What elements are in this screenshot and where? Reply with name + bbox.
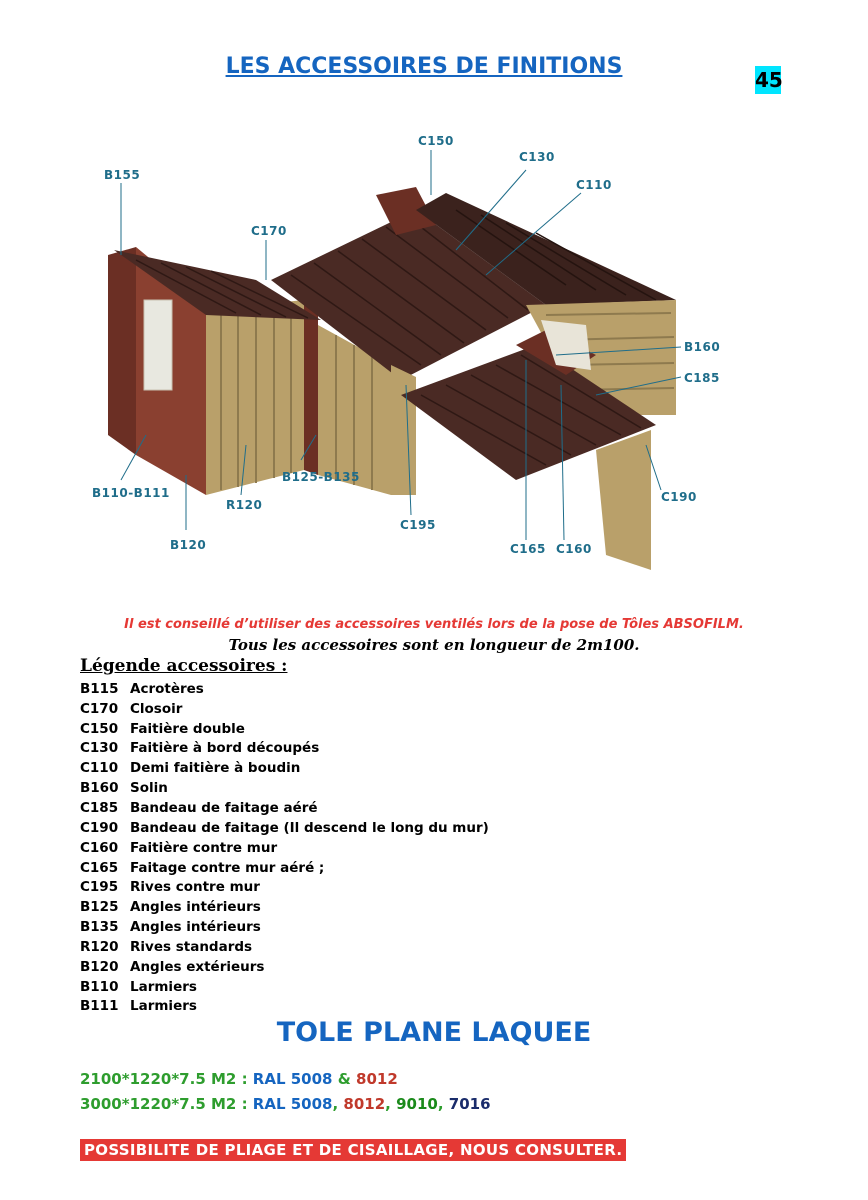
legend-item: B120 Angles extérieurs xyxy=(80,958,265,975)
callout-c150: C150 xyxy=(418,134,454,148)
legend-item: B160 Solin xyxy=(80,780,168,797)
legend-item: B110 Larmiers xyxy=(80,978,197,995)
legend-item: R120 Rives standards xyxy=(80,938,253,955)
legend-item: B135 Angles intérieurs xyxy=(80,919,261,936)
legend-title: Légende accessoires : xyxy=(80,656,288,676)
tole-plane-title: TOLE PLANE LAQUEE xyxy=(276,1017,592,1048)
callout-c130: C130 xyxy=(519,150,555,164)
callout-c190: C190 xyxy=(661,490,697,504)
roof-accessories-diagram xyxy=(86,115,721,585)
roof-illustration xyxy=(86,115,721,585)
legend-item: C165 Faitage contre mur aéré ; xyxy=(80,859,325,876)
legend-item: C150 Faitière double xyxy=(80,720,245,737)
legend-item: C190 Bandeau de faitage (Il descend le long du mur) xyxy=(80,819,489,836)
callout-c110: C110 xyxy=(576,178,612,192)
callout-c170: C170 xyxy=(251,224,287,238)
legend-list xyxy=(80,679,489,1016)
page-title: LES ACCESSOIRES DE FINITIONS xyxy=(225,54,623,79)
length-note: Tous les accessoires sont en longueur de 2m100. xyxy=(228,636,640,654)
legend-item: C110 Demi faitière à boudin xyxy=(80,760,301,777)
legend-item: C130 Faitière à bord découpés xyxy=(80,740,320,757)
callout-b160: B160 xyxy=(684,340,721,354)
callout-b155: B155 xyxy=(104,168,141,182)
callout-b125-b135: B125-B135 xyxy=(282,470,360,484)
legend-item: C160 Faitière contre mur xyxy=(80,839,278,856)
legend-item: C195 Rives contre mur xyxy=(80,879,260,896)
callout-b120: B120 xyxy=(170,538,207,552)
callout-b110-b111: B110-B111 xyxy=(92,486,170,500)
tole-size-line-2: 3000*1220*7.5 M2 : RAL 5008, 8012, 9010, 7016 xyxy=(80,1095,491,1113)
legend-item: B125 Angles intérieurs xyxy=(80,899,261,916)
pliage-cisaillage-banner: POSSIBILITE DE PLIAGE ET DE CISAILLAGE, NOUS CONSULTER. xyxy=(80,1139,626,1161)
page-number: 45 xyxy=(755,68,783,92)
callout-r120: R120 xyxy=(226,498,263,512)
callout-c165: C165 xyxy=(510,542,546,556)
legend-item: B115 Acrotères xyxy=(80,680,204,697)
callout-c195: C195 xyxy=(400,518,436,532)
ventilated-accessories-note: Il est conseillé d’utiliser des accessoires ventilés lors de la pose de Tôles ABSOFILM. xyxy=(124,617,744,632)
callout-c160: C160 xyxy=(556,542,592,556)
callout-c185: C185 xyxy=(684,371,720,385)
legend-item: C170 Closoir xyxy=(80,700,183,717)
legend-item: B111 Larmiers xyxy=(80,998,197,1015)
tole-size-line-1: 2100*1220*7.5 M2 : RAL 5008 & 8012 xyxy=(80,1070,398,1088)
legend-item: C185 Bandeau de faitage aéré xyxy=(80,799,318,816)
